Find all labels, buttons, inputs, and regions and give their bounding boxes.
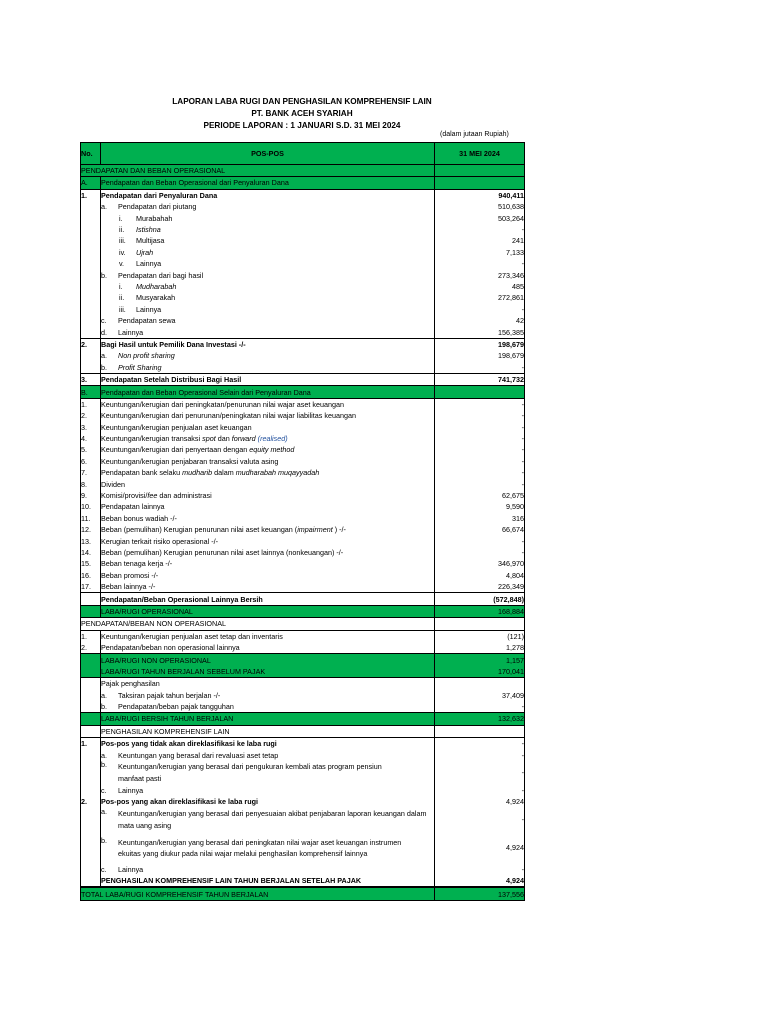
row-marker: v.	[119, 259, 125, 269]
row-value: 485	[512, 282, 524, 291]
table-row	[81, 536, 525, 547]
row-value: 4,924	[506, 876, 524, 886]
row-no: 16.	[81, 570, 101, 581]
row-no: 5.	[81, 444, 101, 455]
subsection-row	[81, 386, 525, 398]
row-label: Keuntungan/kerugian penjualan aset keuangan	[101, 422, 435, 433]
row-label: b. Keuntungan/kerugian yang berasal dari peningkatan nilai wajar aset keuangan instrumen ekuitas yang diukur pada nilai wajar melalui penghasilan komprehensif lainnya	[101, 832, 435, 864]
row-value: 66,674	[502, 525, 524, 535]
total-row	[81, 605, 525, 617]
row-value: -	[521, 362, 524, 372]
table-row	[81, 524, 525, 535]
row-value: 9,590	[506, 502, 524, 512]
total-row	[81, 654, 525, 666]
table-row	[81, 761, 525, 785]
row-label: PENGHASILAN KOMPREHENSIF LAIN	[101, 725, 435, 737]
row-label: Pajak penghasilan	[101, 678, 435, 690]
table-row	[81, 750, 525, 761]
report-period: PERIODE LAPORAN : 1 JANUARI S.D. 31 MEI 2024	[203, 121, 401, 130]
row-label: Dividen	[101, 479, 435, 490]
row-no: 3.	[81, 374, 101, 386]
table-row	[81, 292, 525, 303]
table-row	[81, 796, 525, 807]
table-row	[81, 642, 525, 654]
row-value: 156,385	[498, 327, 524, 337]
row-label: Pendapatan bank selaku mudharib dalam mudharabah muqayyadah	[101, 467, 435, 478]
row-value: -	[521, 225, 524, 235]
row-no: 2.	[81, 642, 101, 654]
table-row	[81, 258, 525, 269]
row-label: b. Keuntungan/kerugian yang berasal dari pengukuran kembali atas program pensiun manfaat pasti	[101, 761, 435, 785]
row-label: b. Profit Sharing	[101, 362, 435, 374]
row-value: -	[521, 259, 524, 269]
row-label: PENDAPATAN/BEBAN NON OPERASIONAL	[81, 618, 435, 630]
row-label: PENDAPATAN DAN BEBAN OPERASIONAL	[81, 165, 435, 177]
row-label: Kerugian terkait risiko operasional -/-	[101, 536, 435, 547]
row-value: -	[521, 547, 524, 557]
row-label: Bagi Hasil untuk Pemilik Dana Investasi -/-	[101, 338, 435, 350]
total-row	[81, 666, 525, 678]
col-value-header: 31 MEI 2024	[435, 143, 525, 165]
row-no: 2.	[81, 338, 101, 350]
table-row	[81, 570, 525, 581]
row-label: LABA/RUGI BERSIH TAHUN BERJALAN	[101, 713, 435, 725]
row-value: -	[521, 434, 524, 444]
row-value	[435, 386, 525, 398]
row-label: Pendapatan Setelah Distribusi Bagi Hasil	[101, 374, 435, 386]
row-value: 1,278	[506, 643, 524, 653]
subsection-row	[81, 177, 525, 189]
table-row	[81, 315, 525, 326]
table-row	[81, 467, 525, 478]
row-marker: d.	[101, 327, 107, 337]
row-marker: b.	[101, 702, 107, 712]
table-row	[81, 490, 525, 501]
row-marker: iii.	[119, 236, 126, 246]
row-value: 4,924	[506, 797, 524, 807]
row-label: Beban tenaga kerja -/-	[101, 558, 435, 569]
row-label: Keuntungan/kerugian dari penyertaan dengan equity method	[101, 444, 435, 455]
row-label: Pendapatan dari Penyaluran Dana	[101, 189, 435, 201]
total-row	[81, 713, 525, 725]
table-row	[81, 808, 525, 832]
report-title: LAPORAN LABA RUGI DAN PENGHASILAN KOMPREHENSIF LAIN	[172, 97, 432, 106]
row-label: Komisi/provisi/fee dan administrasi	[101, 490, 435, 501]
row-value: 272,861	[498, 293, 524, 303]
row-value	[435, 678, 525, 690]
row-no: B.	[81, 386, 101, 398]
row-value: 273,346	[498, 270, 524, 280]
table-row	[81, 189, 525, 201]
row-no: 14.	[81, 547, 101, 558]
row-label: Keuntungan/kerugian penjualan aset tetap dan inventaris	[101, 630, 435, 642]
table-row	[81, 456, 525, 467]
row-no: 15.	[81, 558, 101, 569]
row-label: ii. Istishna	[101, 224, 435, 235]
row-label: iii. Multijasa	[101, 235, 435, 246]
row-no: 1.	[81, 738, 101, 750]
row-value	[435, 165, 525, 177]
table-row	[81, 630, 525, 642]
table-row	[81, 581, 525, 593]
row-label: c. Lainnya	[101, 785, 435, 796]
row-no: 1.	[81, 630, 101, 642]
table-row	[81, 501, 525, 512]
row-no: 6.	[81, 456, 101, 467]
table-row	[81, 213, 525, 224]
row-value: -	[521, 456, 524, 466]
unit-note: (dalam jutaan Rupiah)	[440, 131, 509, 138]
table-row	[81, 832, 525, 864]
row-value: -	[521, 445, 524, 455]
row-value: -	[435, 738, 525, 750]
table-row	[81, 678, 525, 690]
row-value: 510,638	[498, 202, 524, 212]
table-row	[81, 247, 525, 258]
subtotal-row	[81, 593, 525, 605]
row-value: -	[521, 468, 524, 478]
row-label: i. Murabahah	[101, 213, 435, 224]
table-row	[81, 558, 525, 569]
row-value: 316	[512, 513, 524, 523]
table-row	[81, 479, 525, 490]
row-value: 132,632	[435, 713, 525, 725]
row-label: Beban (pemulihan) Kerugian penurunan nilai aset lainnya (nonkeuangan) -/-	[101, 547, 435, 558]
row-label: c. Lainnya	[101, 864, 435, 875]
row-label: Pos-pos yang akan direklasifikasi ke laba rugi	[101, 796, 435, 807]
table-row	[81, 201, 525, 212]
row-marker: i.	[119, 213, 123, 223]
row-no: 4.	[81, 433, 101, 444]
row-value: 503,264	[498, 213, 524, 223]
row-no: 3.	[81, 422, 101, 433]
table-row	[81, 304, 525, 315]
row-marker: b.	[101, 835, 107, 845]
row-label: Keuntungan/kerugian dari penurunan/peningkatan nilai wajar liabilitas keuangan	[101, 410, 435, 421]
row-value: 226,349	[498, 582, 524, 592]
row-marker: a.	[101, 690, 107, 700]
row-value: 168,884	[435, 605, 525, 617]
subtotal-row	[81, 875, 525, 887]
row-label: a. Taksiran pajak tahun berjalan -/-	[101, 690, 435, 701]
section-row	[81, 618, 525, 630]
row-value: -	[521, 786, 524, 796]
row-value: 170,041	[435, 666, 525, 678]
row-value	[435, 618, 525, 630]
section-row	[81, 725, 525, 737]
row-marker: a.	[101, 750, 107, 760]
table-row	[81, 410, 525, 421]
row-label: LABA/RUGI OPERASIONAL	[101, 605, 435, 617]
row-marker: c.	[101, 864, 107, 874]
row-label: c. Pendapatan sewa	[101, 315, 435, 326]
table-row	[81, 422, 525, 433]
row-label: PENGHASILAN KOMPREHENSIF LAIN TAHUN BERJALAN SETELAH PAJAK	[101, 875, 435, 887]
row-label: a. Non profit sharing	[101, 350, 435, 361]
table-row	[81, 701, 525, 713]
row-no: 17.	[81, 581, 101, 593]
row-marker: i.	[119, 282, 123, 291]
table-row	[81, 338, 525, 350]
row-value: (121)	[435, 630, 525, 642]
income-statement-table	[80, 142, 525, 901]
row-marker: iii.	[119, 304, 126, 314]
row-value: -	[521, 815, 524, 825]
table-row	[81, 374, 525, 386]
table-row	[81, 444, 525, 455]
row-value: -	[521, 536, 524, 546]
row-marker: a.	[101, 807, 107, 816]
row-no: 12.	[81, 524, 101, 535]
row-value: 4,804	[506, 570, 524, 580]
table-row	[81, 362, 525, 374]
row-value: 241	[512, 236, 524, 246]
col-no-header: No.	[81, 143, 101, 165]
row-label: i. Mudharabah	[101, 281, 435, 292]
row-value: 42	[516, 316, 524, 326]
row-no: 8.	[81, 479, 101, 490]
row-label: Beban lainnya -/-	[101, 581, 435, 593]
row-label: TOTAL LABA/RUGI KOMPREHENSIF TAHUN BERJALAN	[81, 887, 435, 900]
bank-name: PT. BANK ACEH SYARIAH	[251, 109, 353, 118]
row-label: d. Lainnya	[101, 326, 435, 338]
row-no: 13.	[81, 536, 101, 547]
grand-total-row	[81, 887, 525, 900]
row-label: iii. Lainnya	[101, 304, 435, 315]
row-label: LABA/RUGI NON OPERASIONAL	[101, 654, 435, 666]
table-row	[81, 326, 525, 338]
row-value: 137,556	[435, 887, 525, 900]
table-row	[81, 547, 525, 558]
row-label: a. Pendapatan dari piutang	[101, 201, 435, 212]
table-row	[81, 350, 525, 361]
row-value: 62,675	[502, 491, 524, 501]
row-value: 940,411	[435, 189, 525, 201]
row-label: Pos-pos yang tidak akan direklasifikasi ke laba rugi	[101, 738, 435, 750]
row-value: -	[521, 304, 524, 314]
row-marker: b.	[101, 362, 107, 372]
row-label: Keuntungan/kerugian penjabaran transaksi valuta asing	[101, 456, 435, 467]
table-row	[81, 224, 525, 235]
row-no: 1.	[81, 189, 101, 201]
row-label: ii. Musyarakah	[101, 292, 435, 303]
row-label: Beban (pemulihan) Kerugian penurunan nilai aset keuangan (impairment ) -/-	[101, 524, 435, 535]
row-value: -	[521, 768, 524, 778]
col-pos-header: POS-POS	[101, 143, 435, 165]
row-label: v. Lainnya	[101, 258, 435, 269]
row-value: 198,679	[498, 351, 524, 361]
row-no: A.	[81, 177, 101, 189]
row-no: 9.	[81, 490, 101, 501]
table-row	[81, 235, 525, 246]
row-label: Beban promosi -/-	[101, 570, 435, 581]
row-value: 37,409	[502, 690, 524, 700]
row-label: Pendapatan/Beban Operasional Lainnya Bersih	[101, 593, 435, 605]
row-value: -	[521, 702, 524, 712]
row-marker: ii.	[119, 225, 125, 235]
row-label: a. Keuntungan/kerugian yang berasal dari penyesuaian akibat penjabaran laporan keuangan dalam mata uang asing	[101, 808, 435, 832]
row-no: 11.	[81, 513, 101, 524]
row-label: Pendapatan lainnya	[101, 501, 435, 512]
row-value: 4,924	[506, 843, 524, 853]
row-marker: a.	[101, 351, 107, 361]
row-label: iv. Ujrah	[101, 247, 435, 258]
table-row	[81, 433, 525, 444]
row-marker: ii.	[119, 293, 125, 303]
row-value	[435, 725, 525, 737]
row-value: -	[521, 422, 524, 432]
row-marker: c.	[101, 786, 107, 796]
table-row	[81, 864, 525, 875]
row-value: -	[521, 750, 524, 760]
table-row	[81, 690, 525, 701]
table-header	[81, 143, 525, 165]
row-marker: c.	[101, 316, 107, 326]
row-label: Beban bonus wadiah -/-	[101, 513, 435, 524]
row-value: -	[521, 411, 524, 421]
table-row	[81, 738, 525, 750]
table-row	[81, 398, 525, 410]
row-marker: a.	[101, 202, 107, 212]
row-value: 198,679	[435, 338, 525, 350]
row-no: 10.	[81, 501, 101, 512]
row-label: Pendapatan dan Beban Operasional dari Penyaluran Dana	[101, 177, 435, 189]
row-no: 2.	[81, 796, 101, 807]
row-value: 346,970	[498, 559, 524, 569]
row-value: -	[435, 398, 525, 410]
row-value: 741,732	[435, 374, 525, 386]
table-row	[81, 785, 525, 796]
table-row	[81, 513, 525, 524]
row-marker: b.	[101, 270, 107, 280]
row-label: Pendapatan/beban non operasional lainnya	[101, 642, 435, 654]
row-value: -	[521, 864, 524, 874]
row-value	[435, 177, 525, 189]
row-label: b. Pendapatan dari bagi hasil	[101, 270, 435, 281]
section-row	[81, 165, 525, 177]
row-label: a. Keuntungan yang berasal dari revaluasi aset tetap	[101, 750, 435, 761]
row-value: -	[521, 479, 524, 489]
row-label: Keuntungan/kerugian transaksi spot dan forward (realised)	[101, 433, 435, 444]
table-row	[81, 270, 525, 281]
row-marker: iv.	[119, 247, 126, 257]
row-label: Keuntungan/kerugian dari peningkatan/penurunan nilai wajar aset keuangan	[101, 398, 435, 410]
row-label: LABA/RUGI TAHUN BERJALAN SEBELUM PAJAK	[101, 666, 435, 678]
row-no: 7.	[81, 467, 101, 478]
table-row	[81, 281, 525, 292]
row-value: 1,157	[435, 654, 525, 666]
row-label: Pendapatan dan Beban Operasional Selain dari Penyaluran Dana	[101, 386, 435, 398]
row-value: (572,848)	[435, 593, 525, 605]
row-no: 2.	[81, 410, 101, 421]
row-no: 1.	[81, 398, 101, 410]
row-marker: b.	[101, 760, 107, 769]
row-label: b. Pendapatan/beban pajak tangguhan	[101, 701, 435, 713]
row-value: 7,133	[506, 247, 524, 257]
